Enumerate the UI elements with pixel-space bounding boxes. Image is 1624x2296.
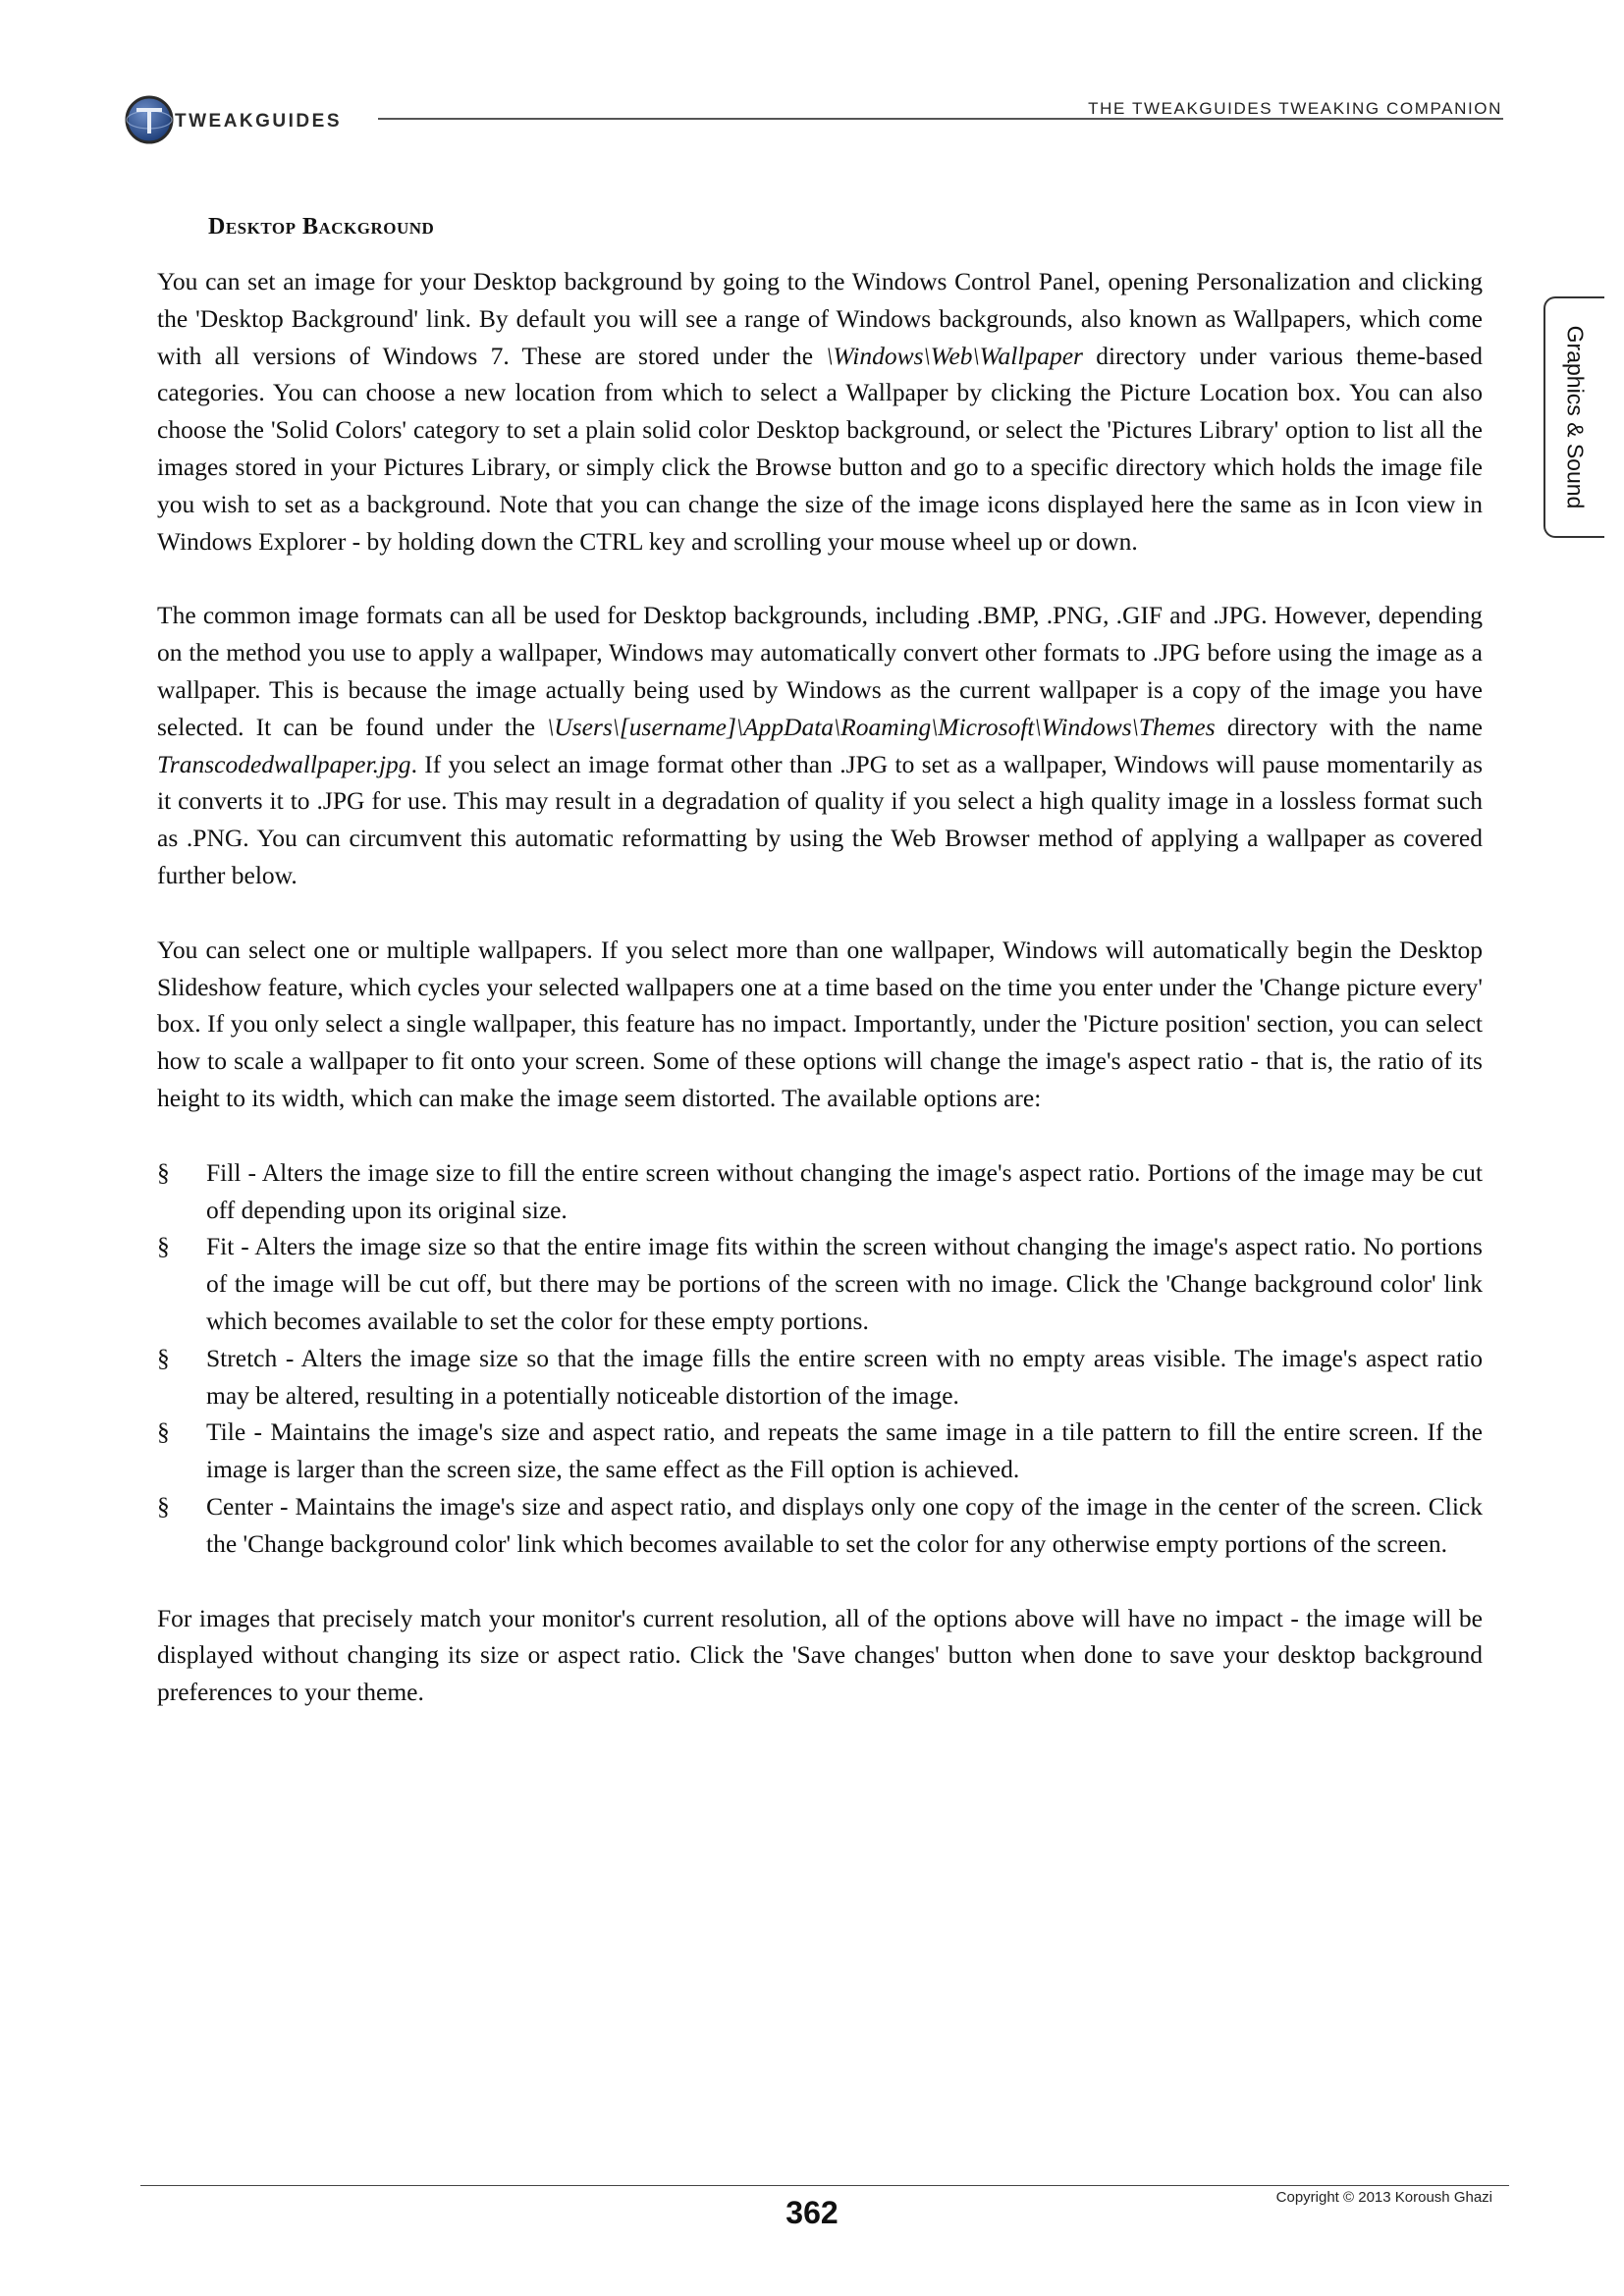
option-text: Stretch - Alters the image size so that the image fills the entire screen with no empty areas visible. The image's aspect ratio may be altered, resulting in a potentially noticeable distortion of the image. bbox=[206, 1343, 1483, 1410]
option-item bbox=[157, 1340, 1483, 1415]
paragraph-text: . If you select an image format other than .JPG to set as a wallpaper, Windows will pause momentarily as it converts it to .JPG for use. This may result in a degradation of quality if you select a high quality image in a lossless format such as .PNG. You can circumvent this automatic reformatting by using the Web Browser method of applying a wallpaper as covered further below. bbox=[157, 749, 1483, 889]
page-number: 362 bbox=[785, 2195, 839, 2230]
italic-path-text: \Users\[username]\AppData\Roaming\Microsoft\Windows\Themes bbox=[547, 712, 1216, 741]
body-paragraph bbox=[157, 597, 1483, 893]
header-title: THE TWEAKGUIDES TWEAKING COMPANION bbox=[1088, 99, 1502, 118]
section-sign-bullet: § bbox=[157, 1157, 170, 1187]
option-item bbox=[157, 1228, 1483, 1339]
section-title: Desktop Background bbox=[208, 214, 435, 240]
paragraph-text: directory with the name bbox=[1215, 712, 1483, 741]
footer-rule bbox=[140, 2185, 1509, 2186]
paragraph-text: You can set an image for your Desktop background by going to the Windows Control Panel, opening Personalization and clicking the 'Desktop Background' link. By default you will see a range of Windows backgrounds, also known as Wallpapers, which come with all versions of Windows 7. These are stored under the bbox=[157, 267, 1483, 370]
section-sign-bullet: § bbox=[157, 1232, 170, 1261]
paragraph-text: You can select one or multiple wallpapers. If you select more than one wallpaper, Windows will automatically begin the Desktop Slideshow feature, which cycles your selected wallpapers one at a time based on the time you enter under the 'Change picture every' box. If you only select a single wallpaper, this feature has no impact. Importantly, under the 'Picture position' section, you can select how to scale a wallpaper to fit onto your screen. Some of these options will change the image's aspect ratio - that is, the ratio of its height to its width, which can make the image seem distorted. The available options are: bbox=[157, 934, 1483, 1112]
logo-text: TWEAKGUIDES bbox=[175, 111, 342, 132]
page-content bbox=[157, 208, 1483, 1748]
italic-path-text: \Windows\Web\Wallpaper bbox=[826, 341, 1083, 370]
option-text: Tile - Maintains the image's size and aspect ratio, and repeats the same image in a tile pattern to fill the entire screen. If the image is larger than the screen size, the same effect as the Fill option is achieved. bbox=[206, 1417, 1483, 1484]
footer-copyright: Copyright © 2013 Koroush Ghazi bbox=[1275, 2189, 1492, 2206]
option-text: Center - Maintains the image's size and aspect ratio, and displays only one copy of the image in the center of the screen. Click the 'Change background color' link which becomes available to set the color for any otherwise empty portions of the screen. bbox=[206, 1491, 1483, 1558]
position-options-list bbox=[157, 1154, 1483, 1563]
body-paragraph bbox=[157, 932, 1483, 1117]
option-item bbox=[157, 1414, 1483, 1488]
italic-path-text: Transcodedwallpaper.jpg bbox=[157, 749, 411, 778]
paragraph-text: directory under various theme-based categories. You can choose a new location from which to select a Wallpaper by clicking the Picture Location box. You can also choose the 'Solid Colors' category to set a plain solid color Desktop background, or select the 'Pictures Library' option to list all the images stored in your Pictures Library, or simply click the Browse button and go to a specific directory which holds the image file you wish to set as a background. Note that you can change the size of the image icons displayed here the same as in Icon view in Windows Explorer - by holding down the CTRL key and scrolling your mouse wheel up or down. bbox=[157, 341, 1483, 556]
section-sign-bullet: § bbox=[157, 1343, 170, 1372]
body-paragraph bbox=[157, 263, 1483, 560]
option-text: Fill - Alters the image size to fill the entire screen without changing the image's aspect ratio. Portions of the image may be cut off depending upon its original size. bbox=[206, 1157, 1483, 1224]
closing-paragraph: For images that precisely match your monitor's current resolution, all of the options above will have no impact - the image will be displayed without changing its size or aspect ratio. Click the 'Save changes' button when done to save your desktop background preferences to your theme. bbox=[157, 1603, 1483, 1707]
option-item bbox=[157, 1154, 1483, 1229]
section-sign-bullet: § bbox=[157, 1417, 170, 1447]
globe-logo-icon bbox=[124, 94, 379, 145]
option-text: Fit - Alters the image size so that the entire image fits within the screen without changing the image's aspect ratio. No portions of the image will be cut off, but there may be portions of the screen with no image. Click the 'Change background color' link which becomes available to set the color for these empty portions. bbox=[206, 1232, 1483, 1335]
option-item bbox=[157, 1488, 1483, 1563]
chapter-tab bbox=[1543, 296, 1604, 538]
body-paragraphs bbox=[157, 263, 1483, 1117]
tweakguides-logo bbox=[124, 94, 379, 145]
paragraph-text: The common image formats can all be used for Desktop backgrounds, including .BMP, .PNG, .GIF and .JPG. However, depending on the method you use to apply a wallpaper, Windows may automatically convert other formats to .JPG before using the image as a wallpaper. This is because the image actually being used by Windows as the current wallpaper is a copy of the image you have selected. It can be found under the bbox=[157, 601, 1483, 741]
chapter-tab-label: Graphics & Sound bbox=[1562, 325, 1589, 509]
section-sign-bullet: § bbox=[157, 1491, 170, 1521]
